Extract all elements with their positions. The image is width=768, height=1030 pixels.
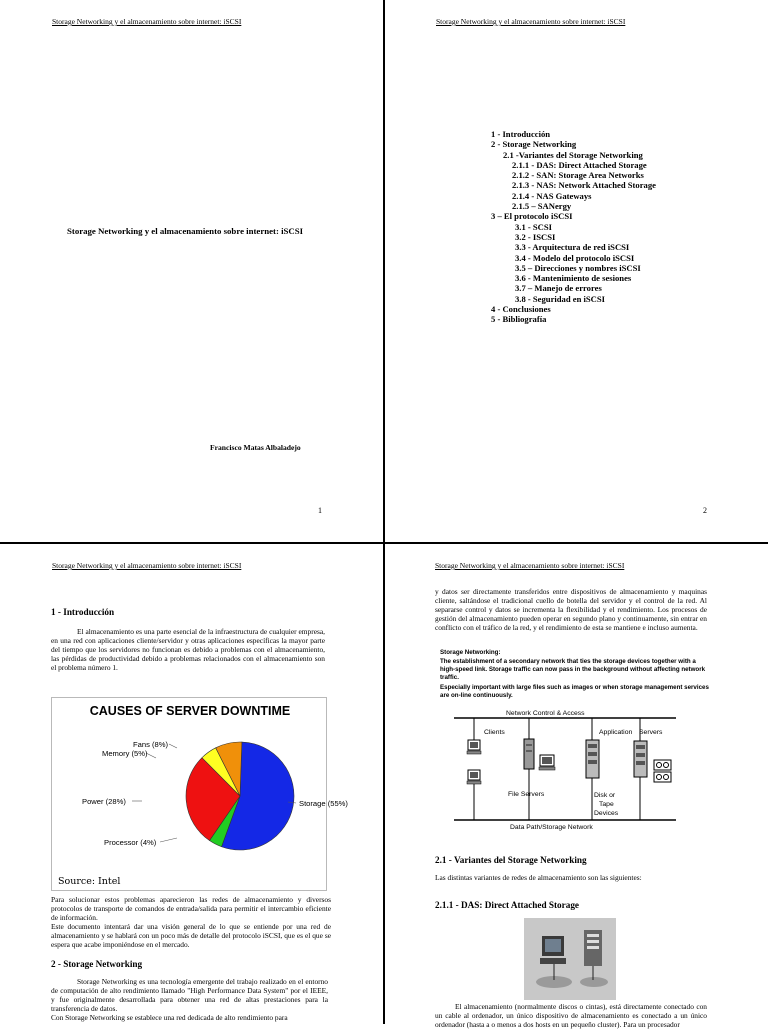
section-title-variantes: 2.1 - Variantes del Storage Networking [435, 855, 587, 865]
pie-slices [186, 742, 294, 850]
tape-device-icon [654, 760, 671, 782]
variantes-text: Las distintas variantes de redes de almacenamiento son las siguientes: [435, 873, 642, 882]
paragraph-text: El almacenamiento es una parte esencial de la infraestructura de cualquier empresa, en una red con aplicaciones cliente/servidor y otras aplicaciones específicas la mayor parte del tiempo que los servidores no funcionan es debido a problemas con el almacenamiento, las pérdidas de productividad debido a problemas relacionados con el almacenamiento son el problema número 1. [51, 627, 325, 672]
figure-line: The establishment of a secondary network that ties the storage devices together with a [440, 658, 696, 665]
toc-item[interactable]: 2.1 -Variantes del Storage Networking [503, 149, 643, 160]
table-of-contents [491, 129, 656, 325]
figure-line: Especially important with large files such as images or when storage management services [440, 684, 709, 691]
toc-item[interactable]: 3.4 - Modelo del protocolo iSCSI [515, 252, 635, 263]
paragraph-text: Con Storage Networking se establece una red dedicada de alto rendimiento para [51, 1012, 288, 1022]
paragraph-text: Storage Networking es una tecnología emergente del trabajo realizado en el entorno de computación de alto rendimiento llamado "High Performance Data System" por el IEEE, y fue originalmente desarrollada para obtener una red de altas prestaciones para la transferencia de datos. [51, 977, 328, 1013]
downtime-pie-chart [51, 697, 348, 891]
storage-network-diagram [436, 645, 709, 838]
client-computer-icon [467, 718, 481, 754]
clients-label: Clients [484, 729, 505, 736]
toc-item[interactable]: 2.1.4 - NAS Gateways [512, 190, 592, 201]
toc-item[interactable]: 3.2 - ISCSI [515, 231, 556, 242]
figure-line: traffic. [440, 674, 459, 681]
toc-item[interactable]: 2.1.2 - SAN: Storage Area Networks [512, 170, 644, 181]
toc-item[interactable]: 2.1.1 - DAS: Direct Attached Storage [512, 159, 647, 170]
pie-slice-label: Power (28%) [82, 797, 126, 806]
file-server-icon [524, 718, 534, 820]
toc-item[interactable]: 5 - Bibliografía [491, 314, 547, 325]
toc-item[interactable]: 4 - Conclusiones [491, 304, 551, 315]
toc-item[interactable]: 2 - Storage Networking [491, 139, 577, 150]
application-label: Application [599, 729, 633, 736]
file-servers-label: File Servers [508, 791, 545, 798]
section-title-storage-networking: 2 - Storage Networking [51, 959, 143, 969]
continued-paragraph [435, 588, 707, 633]
pie-chart-svg [52, 698, 348, 890]
computer-icon [539, 755, 555, 770]
section-title-das: 2.1.1 - DAS: Direct Attached Storage [435, 900, 579, 910]
pie-slice-label: Memory (5%) [102, 749, 148, 758]
storage-networking-text [51, 978, 328, 1023]
paragraph-text: El almacenamiento (normalmente discos o cintas), está directamente conectado con un cable al ordenador, un único dispositivo de almacenamiento es conectado a un único ordenador (hasta a o menos a dos hosts en un pequeño cluster). Para un procesador [435, 1002, 707, 1029]
figure-line: are on-line continuously. [440, 692, 513, 699]
client-computer-icon [467, 770, 481, 820]
data-path-label: Data Path/Storage Network [510, 824, 593, 831]
servers-label: Servers [639, 729, 663, 736]
network-control-label: Network Control & Access [506, 710, 585, 717]
application-server-icon [586, 718, 599, 820]
diagram-svg [436, 645, 709, 838]
page-header: Storage Networking y el almacenamiento sobre internet: iSCSI [436, 17, 626, 26]
after-chart-text [51, 896, 331, 949]
toc-item[interactable]: 3 – El protocolo iSCSI [491, 211, 573, 222]
toc-item[interactable]: 1 - Introducción [491, 129, 551, 139]
section-title-introduccion: 1 - Introducción [51, 607, 115, 617]
toc-item[interactable]: 3.8 - Seguridad en iSCSI [515, 293, 606, 304]
toc-item[interactable]: 3.6 - Mantenimiento de sesiones [515, 273, 632, 284]
pie-label-leader [169, 744, 177, 748]
page-header: Storage Networking y el almacenamiento sobre internet: iSCSI [52, 17, 242, 26]
pie-slice-label: Fans (8%) [133, 740, 169, 749]
disk-label: Disk or [594, 792, 616, 799]
page-number: 1 [318, 506, 322, 515]
toc-item[interactable]: 3.7 – Manejo de errores [515, 283, 602, 294]
paragraph-text: Para solucionar estos problemas aparecieron las redes de almacenamiento y diversos protocolos de transporte de comandos de entrada/salida para permitir el intercambio eficiente de información. [51, 895, 331, 922]
das-paragraph [435, 1003, 707, 1030]
page-number: 2 [703, 506, 707, 515]
pie-label-leader [160, 838, 177, 842]
chart-title: CAUSES OF SERVER DOWNTIME [89, 704, 291, 718]
tape-label: Tape [599, 801, 614, 808]
chart-source: Source: Intel [58, 876, 121, 887]
page-divider-vertical [383, 0, 385, 1024]
author-name: Francisco Matas Albaladejo [210, 443, 301, 452]
pie-slice-label: Processor (4%) [104, 838, 157, 847]
page-1 [0, 0, 383, 542]
toc-item[interactable]: 2.1.3 - NAS: Network Attached Storage [512, 180, 656, 191]
page-header: Storage Networking y el almacenamiento sobre internet: iSCSI [435, 561, 625, 570]
toc-item[interactable]: 3.1 - SCSI [515, 221, 553, 232]
toc-item[interactable]: 3.5 – Direcciones y nombres iSCSI [515, 262, 641, 273]
das-illustration [524, 918, 616, 1000]
toc-item[interactable]: 2.1.5 – SANergy [512, 201, 572, 212]
page-header: Storage Networking y el almacenamiento sobre internet: iSCSI [52, 561, 242, 570]
pie-slice-label: Storage (55%) [299, 799, 348, 808]
page-divider-horizontal [0, 542, 768, 544]
toc-item[interactable]: 3.3 - Arquitectura de red iSCSI [515, 242, 630, 253]
das-svg [524, 918, 616, 1000]
paragraph-text: Este documento intentará dar una visión general de lo que se entiende por una red de almacenamiento y se hablará con un poco más de detalle del protocolo iSCSI, que es el que se espera que acabe imponiéndose en el mercado. [51, 921, 331, 949]
devices-label: Devices [594, 810, 619, 817]
figure-heading: Storage Networking: [440, 649, 501, 656]
paragraph-text: y datos ser directamente transferidos entre dispositivos de almacenamiento y maquinas cliente, saltándose el tradicional cuello de botella del servidor y el control de la red. Al separarse control y datos se incrementa la flexibilidad y el rendimiento. Los procesos de gestión del almacenamiento pueden operar en segundo plano y continuamente, sin entrar en conflicto con el tráfico de la red, y el rendimiento de esta se mantiene e incluso aumenta. [435, 587, 707, 632]
figure-line: high-speed link. Storage traffic can now pass in the background without affecting network [440, 666, 706, 673]
document-title: Storage Networking y el almacenamiento sobre internet: iSCSI [67, 226, 304, 236]
intro-paragraph [51, 628, 325, 673]
